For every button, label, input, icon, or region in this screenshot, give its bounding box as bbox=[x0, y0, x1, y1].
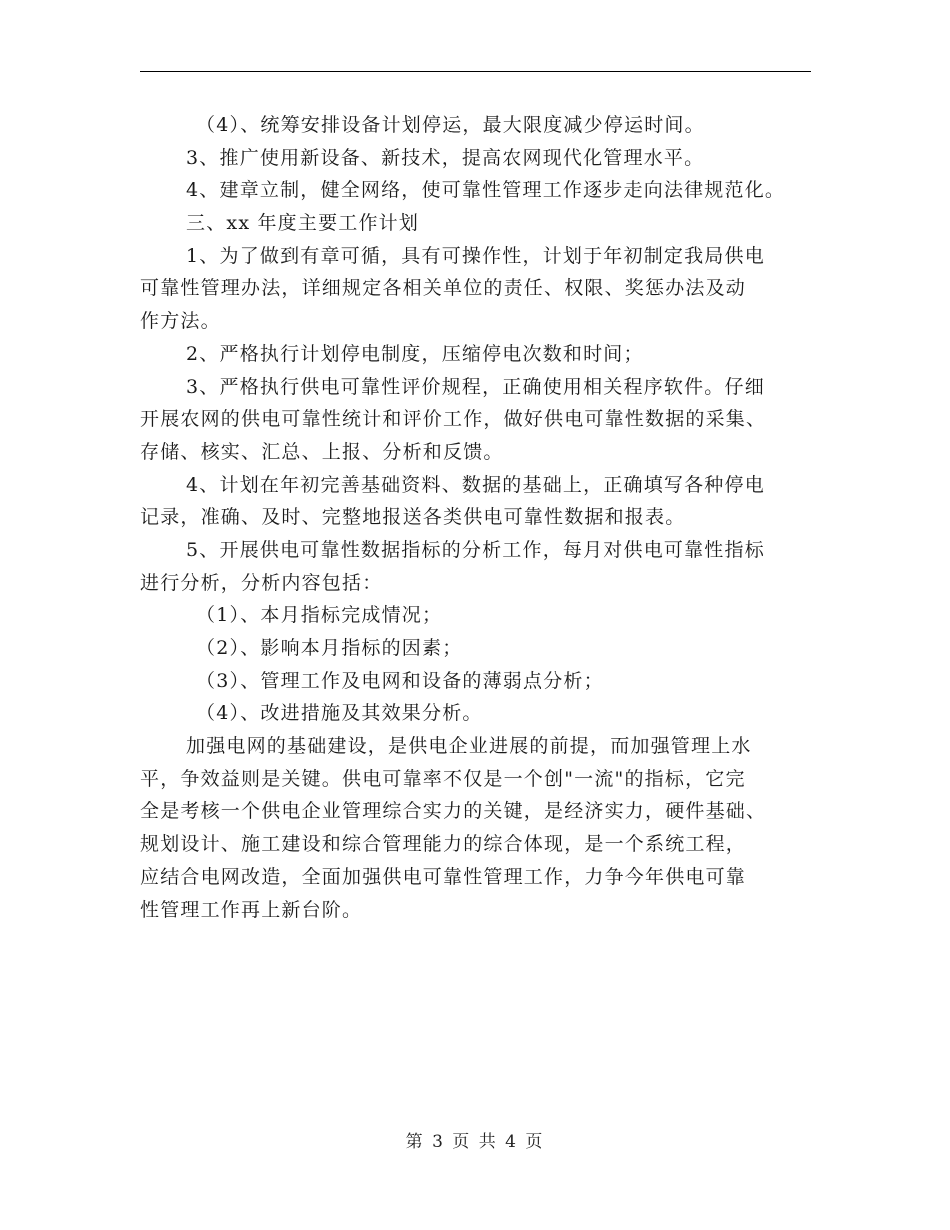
paragraph-line: 3、严格执行供电可靠性评价规程，正确使用相关程序软件。仔细 bbox=[186, 375, 765, 398]
paragraph-line: 4、建章立制，健全网络，使可靠性管理工作逐步走向法律规范化。 bbox=[186, 179, 786, 202]
paragraph-line: 3、推广使用新设备、新技术，提高农网现代化管理水平。 bbox=[186, 146, 705, 169]
list-item: （1）、本月指标完成情况； bbox=[196, 604, 443, 627]
paragraph-line: 规划设计、施工建设和综合管理能力的综合体现，是一个系统工程， bbox=[140, 833, 747, 856]
paragraph-line: 作方法。 bbox=[140, 310, 221, 333]
paragraph-line: 开展农网的供电可靠性统计和评价工作，做好供电可靠性数据的采集、 bbox=[140, 408, 767, 431]
list-item: （4）、改进措施及其效果分析。 bbox=[196, 702, 483, 725]
page-number-footer: 第 3 页 共 4 页 bbox=[405, 1132, 545, 1152]
paragraph-line: 2、严格执行计划停电制度，压缩停电次数和时间； bbox=[186, 342, 644, 365]
paragraph-line: 可靠性管理办法，详细规定各相关单位的责任、权限、奖惩办法及动 bbox=[140, 277, 747, 300]
paragraph-line: 全是考核一个供电企业管理综合实力的关键，是经济实力，硬件基础、 bbox=[140, 800, 767, 823]
list-item: （3）、管理工作及电网和设备的薄弱点分析； bbox=[196, 669, 604, 692]
section-heading: 三、xx 年度主要工作计划 bbox=[186, 212, 420, 235]
paragraph-line: 记录，准确、及时、完整地报送各类供电可靠性数据和报表。 bbox=[140, 506, 686, 529]
list-item: （2）、影响本月指标的因素； bbox=[196, 637, 463, 659]
paragraph-line: 存储、核实、汇总、上报、分析和反馈。 bbox=[140, 440, 504, 463]
header-rule bbox=[140, 71, 811, 72]
paragraph-line: 加强电网的基础建设，是供电企业进展的前提，而加强管理上水 bbox=[186, 735, 752, 758]
paragraph-line: 性管理工作再上新台阶。 bbox=[140, 898, 363, 921]
paragraph-line: 平，争效益则是关键。供电可靠率不仅是一个创"一流"的指标，它完 bbox=[140, 767, 746, 790]
paragraph-line: 应结合电网改造，全面加强供电可靠性管理工作，力争今年供电可靠 bbox=[140, 865, 747, 888]
paragraph-line: （4）、统筹安排设备计划停运，最大限度减少停运时间。 bbox=[196, 114, 705, 136]
paragraph-line: 4、计划在年初完善基础资料、数据的基础上，正确填写各种停电 bbox=[186, 473, 765, 496]
document-body bbox=[140, 109, 820, 926]
paragraph-line: 1、为了做到有章可循，具有可操作性，计划于年初制定我局供电 bbox=[186, 244, 765, 267]
paragraph-line: 进行分析，分析内容包括： bbox=[140, 571, 383, 594]
paragraph-line: 5、开展供电可靠性数据指标的分析工作，每月对供电可靠性指标 bbox=[186, 538, 765, 561]
